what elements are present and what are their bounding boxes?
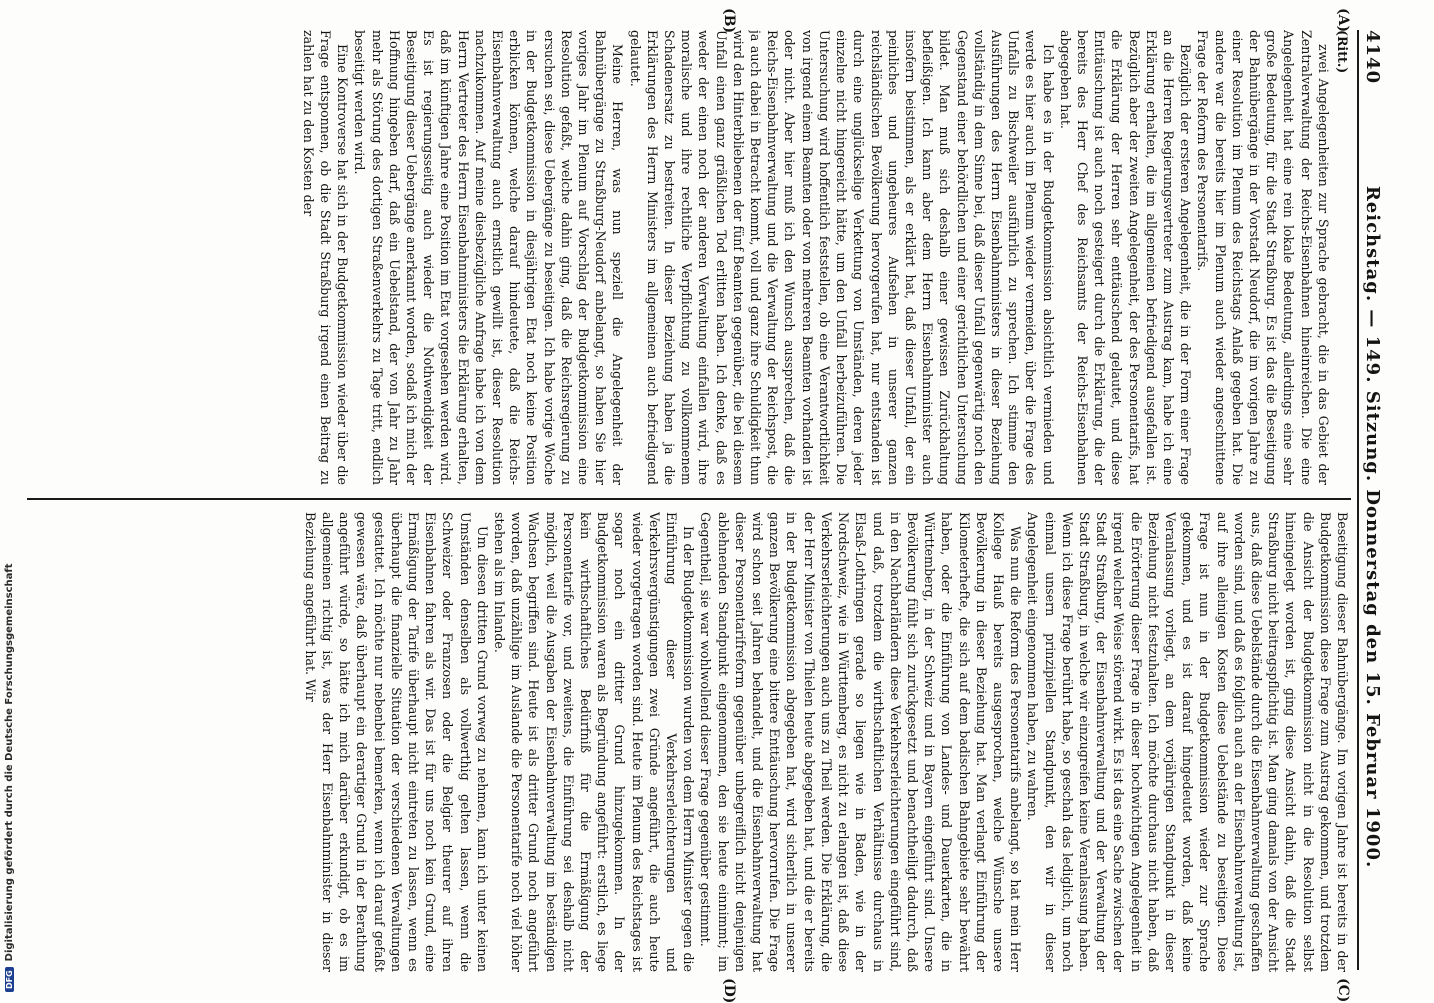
right-column bbox=[27, 512, 1351, 972]
margin-marker-a: (A) bbox=[1335, 8, 1351, 33]
page-header bbox=[1357, 30, 1387, 970]
margin-marker-c: (C) bbox=[1335, 978, 1351, 1003]
paragraph: Bezüglich der ersteren Angelegenheit, die in der Form einer Frage an die Herren Regierungsvertreter zum Austrag kam, habe ich eine Erklärung erhalten, die im allgemeinen befriedigend ausgefallen ist. Bezüglich aber der zweiten Angelegenheit, der des Personentarifs, hat die Erklärung der Herren sehr enttäuschend gelautet, und diese Enttäuschung ist auch noch gesteigert durch die Erklärung, die der bereits des Herr Chef des Reichsamts der Reichs-Eisenbahnen abgegeben hat. bbox=[1057, 30, 1194, 485]
digitization-note bbox=[2, 0, 16, 1000]
dfg-logo: DFG bbox=[5, 967, 14, 992]
margin-marker-d: (D) bbox=[721, 978, 737, 1003]
paragraph: In der Budgetkommission wurden von dem Herrn Minister gegen die Einführung dieser Verkehrserleichterungen und Verkehrsvergünstigungen zwei Gründe angeführt, die auch heute wieder vorgetragen worden sind. Heute im Plenum des Reichstages ist sogar noch ein dritter Grund hinzugekommen. In der Budgetkommission waren als Begründung angeführt: erstlich, es liege kein wirthschaftliches Bedürfniß für die Ermäßigung der Personentarife vor, und zweitens, die Einführung sei deshalb nicht möglich, weil die Ausgaben der Eisenbahnverwaltung im beständigen Wachsen begriffen sind. Heute ist als dritter Grund noch angeführt worden, daß unzählige im Auslande die Personentarife noch viel höher stehen als im Inlande. bbox=[492, 512, 697, 972]
paragraph: Meine Herren, was nun speziell die Angelegenheit der Bahnübergänge zu Straßburg-Neudorf anbelangt, so haben Sie hier voriges Jahr im Plenum auf Vorschlag der Budgetkommission eine Resolution gefaßt, welche dahin ging, daß die Reichsregierung zu ersuchen sei, diese Uebergänge zu beseitigen. Ich habe vorige Woche in der Budgetkommission in diesjährigen Etat noch keine Position erblicken können, welche darauf hindeutete, daß die Reichs-Eisenbahnverwaltung auch ernstlich gewillt ist, dieser Resolution nachzukommen. Auf meine diesbezügliche Anfrage habe ich von dem Herrn Vertreter des Herrn Eisenbahnministers die Erklärung erhalten, daß im künftigen Jahre eine Position im Etat vorgesehen werden wird. Es ist regierungsseitig auch wieder die Nothwendigkeit der Beseitigung dieser Uebergänge anerkannt worden, sodaß ich mich der Hoffnung hingeben darf, daß ein Uebelstand, der von Jahr zu Jahr mehr als Störung des dortigen Straßenverkehrs zu Tage tritt, endlich beseitigt werden wird. bbox=[352, 30, 626, 485]
paragraph: Was nun die Reform des Personentarifs anbelangt, so hat mein Herr Kollege Hauß bereits ausgesprochen, welche Wünsche unsere Bevölkerung in dieser Beziehung hat. Man verlangt Einführung der Kilometerhefte, die sich auf dem badischen Bahngebiete sehr bewährt haben, oder die Einführung von Landes- und Dauerkarten, die in Württemberg, in der Schweiz und in Bayern eingeführt sind. Unsere Bevölkerung fühlt sich zurückgesetzt und benachtheiligt dadurch, daß in den Nachbarländern diese Verkehrserleichterungen eingeführt sind, und daß, trotzdem die wirthschaftlichen Verhältnisse durchaus in Elsaß-Lothringen gerade so liegen wie in Baden, wie in der Nordschweiz, wie in Württemberg, es nicht zu erlangen ist, daß diese Verkehrserleichterungen auch uns zu Theil werden. Die Erklärung, die der Herr Minister von Thielen heute abgegeben hat, und die er bereits in der Budgetkommission abgegeben hat, wird sicherlich in unserer ganzen Bevölkerung eine bittere Enttäuschung hervorrufen. Die Frage wird schon seit Jahren behandelt, und die Eisenbahnverwaltung hat dieser Personentarifreform gegenüber unbegreiflich nicht denjenigen ablehnenden Standpunkt eingenommen, den sie heute einnimmt; im Gegentheil, sie war wohlwollend dieser Frage gegenüber gestimmt. bbox=[698, 512, 1024, 972]
column-divider bbox=[27, 498, 1351, 500]
margin-marker-b: (B) bbox=[721, 8, 737, 34]
digitization-note-text: Digitalisierung gefördert durch die Deutsche Forschungsgemeinschaft bbox=[3, 563, 15, 962]
speaker-label: (Ritt.) bbox=[1335, 30, 1350, 74]
paragraph: Um diesen dritten Grund vorweg zu nehmen, kann ich unter keinen Umständen denselben als vollwerthig gelten lassen, wenn die Schweizer oder Franzosen oder die Belgier theurer auf ihren Eisenbahnen fahren als wir. Das ist für uns noch kein Grund, eine Ermäßigung der Tarife überhaupt nicht eintreten zu lassen, wenn es überhaupt die finanzielle Situation der verschiedenen Verwaltungen gestattet. Ich möchte nur nebenbei bemerken, wenn ich darauf gefaßt gewesen wäre, daß überhaupt ein derartiger Grund in der Berathung angeführt würde, so hätte ich mich darüber erkundigt, ob es im allgemeinen richtig ist, was der Herr Eisenbahnminister in dieser Beziehung angeführt hat. Wir bbox=[302, 512, 490, 972]
paragraph: Beseitigung dieser Bahnübergänge. Im vorigen Jahre ist bereits in der Budgetkommission diese Frage zum Austrag gekommen, und trotzdem die Ansicht der Budgetkommission nicht in die Resolution selbst hineingelegt worden ist, ging diese Ansicht dahin, daß die Stadt Straßburg nicht beitragspflichtig ist. Man ging damals von der Ansicht aus, daß diese Uebelstände durch die Eisenbahnverwaltung geschaffen worden sind, und daß es folglich auch an der Eisenbahnverwaltung ist, auf ihre alleinigen Kosten diese Uebelstände zu beseitigen. Diese Frage ist nun in der Budgetkommission wieder zur Sprache gekommen, und es ist darauf hingedeutet worden, daß keine Veranlassung vorliegt, an dem vorjährigen Standpunkt in dieser Beziehung nicht festzuhalten. Ich möchte durchaus nicht haben, daß die Erörterung dieser Frage in dieser hochwichtigen Angelegenheit in irgend welcher Weise störend wirkt. Es ist das eine Sache zwischen der Stadt Straßburg, der Eisenbahnverwaltung und der Verwaltung der Stadt Straßburg, in welche wir einzugreifen keine Veranlassung haben. Wenn ich diese Frage berührt habe, so geschah das lediglich, um noch einmal unsern prinzipiellen Standpunkt, den wir in dieser Angelegenheit eingenommen haben, zu wahren. bbox=[1025, 512, 1350, 972]
paragraph: Ich habe es in der Budgetkommission absichtlich vermieden und werde es hier auch im Plenum wieder vermeiden, über die Frage des Unfalls zu Bischweiler ausführlich zu sprechen. Ich stimme den Ausführungen des Herrn Eisenbahnministers in dieser Beziehung vollständig in dem Sinne bei, daß dieser Unfall gegenwärtig noch den Gegenstand einer behördlichen und einer gerichtlichen Untersuchung bildet. Man muß sich deshalb einer gewissen Zurückhaltung befleißigen. Ich kann aber dem Herrn Eisenbahnminister auch insofern beistimmen, als er erklärt hat, daß dieser Unfall, der ein peinliches und ungeheures Aufsehen in unserer ganzen reichsländischen Bevölkerung hervorgerufen hat, nur entstanden ist durch eine unglückselige Verkettung von Umständen, deren jeder einzelne nicht hingereicht hätte, um den Unfall herbeizuführen. Die Untersuchung wird hoffentlich feststellen, ob eine Verantwortlichkeit von irgend einem Beamten oder von mehreren Beamten vorhanden ist oder nicht. Aber hier muß ich den Wunsch aussprechen, daß die Reichs-Eisenbahnverwaltung und die Verwaltung der Reichspost, die ja auch dabei in Betracht kommt, voll und ganz ihre Schuldigkeit thun wird den Hinterbliebenen der fünf Beamten gegenüber, die bei diesem Unfall einen ganz gräßlichen Tod erlitten haben. Ich denke, daß es weder der einen noch der anderen Verwaltung einfallen wird, ihre moralische und ihre rechtliche Verpflichtung zu vollkommenem Schadenersatz zu bestreiten. In dieser Beziehung haben ja die Erklärungen des Herrn Ministers im allgemeinen auch befriedigend gelautet. bbox=[627, 30, 1056, 485]
paragraph: Eine Kontroverse hat sich in der Budgetkommission wieder über die Frage entsponnen, ob die Stadt Straßburg irgend einen Beitrag zu zahlen hat zu den Kosten der bbox=[300, 30, 351, 485]
rotated-page-content bbox=[15, 0, 1395, 1003]
page-title: Reichstag. — 149. Sitzung. Donnerstag den 15. Februar 1900. bbox=[1362, 185, 1384, 869]
page-number: 4140 bbox=[1362, 30, 1384, 85]
paragraph: zwei Angelegenheiten zur Sprache gebracht, die in das Gebiet der Zentralverwaltung der Reichs-Eisenbahnen hineinreichen. Die eine Angelegenheit hat eine rein lokale Bedeutung, allerdings eine sehr große Bedeutung, für die Stadt Straßburg. Es ist das die Beseitigung der Bahnübergänge in der Vorstadt Neudorf, die im vorigen Jahre zu einer Resolution im Plenum des Reichstags Anlaß gegeben hat. Die andere war die bereits hier im Plenum auch wieder angeschnittene Frage der Reform des Personentarifs. bbox=[1195, 30, 1331, 485]
left-column bbox=[27, 30, 1351, 485]
